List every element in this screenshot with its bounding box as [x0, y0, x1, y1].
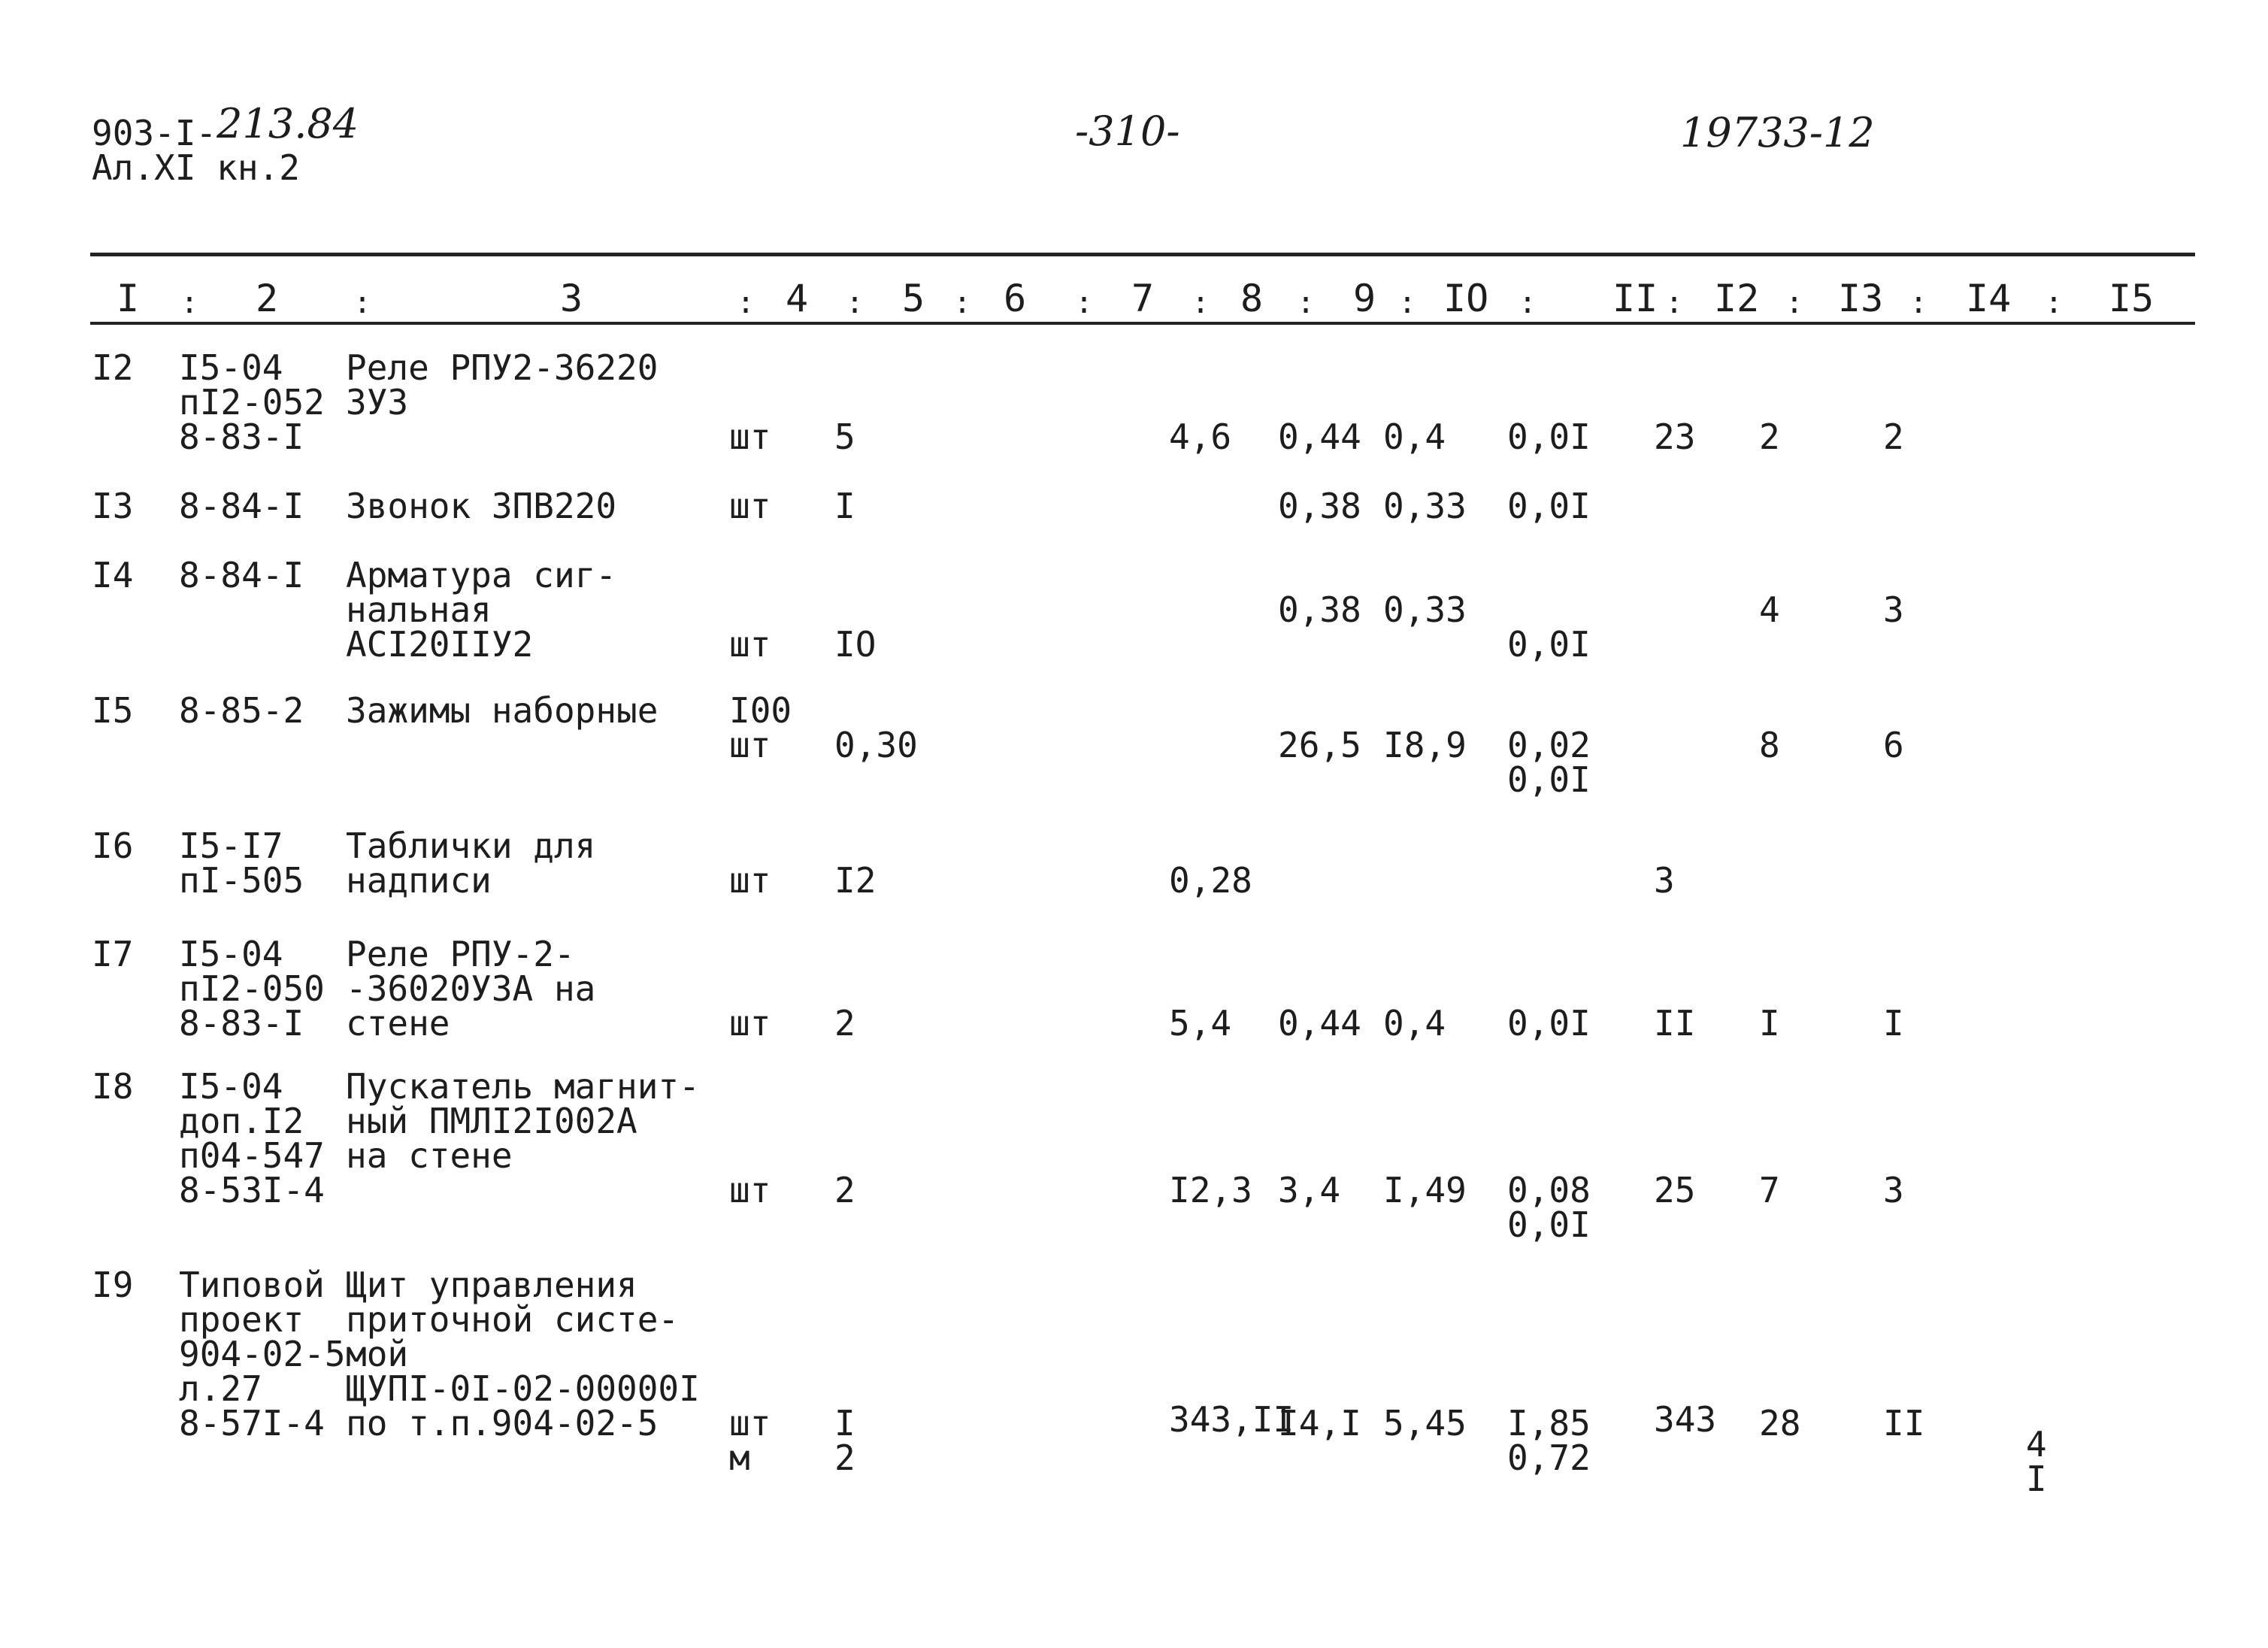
row-col13: [1759, 1003, 1780, 1044]
row-col14-line: 6: [1883, 725, 1904, 765]
row-code-line: пI-505: [179, 860, 304, 901]
row-col14-line: 3: [1883, 589, 1904, 630]
row-col8: [1169, 1399, 1294, 1440]
row-number-line: I5: [92, 690, 134, 731]
row-quantity-line: 2: [834, 1170, 855, 1210]
row-name-line: приточной систе-: [346, 1299, 680, 1340]
column-number-6: 6: [1004, 277, 1027, 320]
table-header-rule: [90, 322, 2195, 325]
row-col14-line: 2: [1883, 417, 1904, 457]
row-col9: [1278, 1170, 1341, 1210]
row-code: [179, 555, 304, 595]
row-col12-line: 23: [1654, 417, 1696, 457]
column-separator: :: [846, 286, 865, 320]
row-col14: [1883, 725, 1904, 765]
row-col10-line: 0,33: [1383, 589, 1467, 630]
column-separator: :: [737, 286, 755, 320]
row-col13-line: 8: [1759, 725, 1780, 765]
row-col9: [1278, 725, 1361, 765]
row-col8-line: 343,II: [1169, 1399, 1294, 1440]
row-col13: [1759, 1403, 1801, 1444]
row-col10-line: I,49: [1383, 1170, 1467, 1210]
row-code: [179, 486, 304, 526]
row-col10: [1383, 1170, 1467, 1210]
row-name: [346, 1066, 700, 1176]
row-code: [179, 347, 325, 457]
column-number-12: I2: [1714, 277, 1760, 320]
row-number-line: I8: [92, 1066, 134, 1107]
row-col11: [1507, 417, 1591, 457]
column-separator: :: [1075, 286, 1094, 320]
column-number-9: 9: [1353, 277, 1376, 320]
column-separator: :: [1297, 286, 1316, 320]
row-col14-line: II: [1883, 1403, 1925, 1444]
row-col14: [1883, 1403, 1925, 1444]
row-code-line: п04-547: [179, 1135, 325, 1176]
row-unit-line: м: [729, 1437, 750, 1478]
row-col10-line: I8,9: [1383, 725, 1467, 765]
row-quantity-line: I: [834, 486, 855, 526]
row-name: [346, 555, 617, 665]
row-quantity: [834, 1403, 855, 1478]
row-col8-line: 0,28: [1169, 860, 1252, 901]
row-unit: [729, 1403, 771, 1478]
row-quantity-line: IO: [834, 624, 877, 665]
row-col11: [1507, 725, 1591, 800]
row-col15-line: 4: [2026, 1423, 2047, 1465]
row-unit-line: шт: [729, 860, 771, 901]
row-col8-line: 5,4: [1169, 1003, 1232, 1044]
row-code-line: I5-I7: [179, 826, 283, 866]
row-unit: [729, 1003, 771, 1044]
row-code: [179, 1265, 346, 1444]
row-col9-line: 0,38: [1278, 589, 1361, 630]
row-unit: [729, 624, 771, 665]
column-number-15: I5: [2109, 277, 2154, 320]
row-col9-line: 0,38: [1278, 486, 1361, 526]
row-quantity: [834, 725, 918, 765]
row-col14-line: I: [1883, 1003, 1904, 1044]
column-number-13: I3: [1838, 277, 1884, 320]
row-col13-line: 28: [1759, 1403, 1801, 1444]
row-unit: [729, 417, 771, 457]
column-separator: :: [1398, 286, 1417, 320]
row-name-line: Таблички для: [346, 826, 596, 866]
row-unit-line: шт: [729, 1170, 771, 1210]
row-number: [92, 555, 134, 595]
row-col11-line: 0,0I: [1507, 624, 1591, 665]
row-col15: [2026, 1423, 2047, 1499]
row-col8: [1169, 860, 1252, 901]
row-col11-line: 0,0I: [1507, 1003, 1591, 1044]
row-name-line: -36020У3А на: [346, 968, 596, 1009]
row-number: [92, 826, 134, 866]
row-quantity: [834, 624, 877, 665]
row-quantity: [834, 860, 877, 901]
row-col9: [1278, 1003, 1361, 1044]
row-col8: [1169, 1003, 1232, 1044]
row-col11-line: 0,0I: [1507, 759, 1591, 800]
row-code-line: пI2-052: [179, 382, 325, 423]
row-col11: [1507, 1403, 1591, 1478]
row-quantity-line: I2: [834, 860, 877, 901]
row-col14: [1883, 1170, 1904, 1210]
row-col10: [1383, 589, 1467, 630]
row-unit-line: I00: [729, 690, 792, 731]
row-col12-line: II: [1654, 1003, 1696, 1044]
column-number-3: 3: [560, 277, 583, 320]
row-name-line: по т.п.904-02-5: [346, 1403, 659, 1444]
row-col11: [1507, 1003, 1591, 1044]
row-unit-line: шт: [729, 725, 771, 765]
row-col9-line: I4,I: [1278, 1403, 1361, 1444]
row-quantity-line: 5: [834, 417, 855, 457]
row-number: [92, 347, 134, 388]
row-col14: [1883, 417, 1904, 457]
row-name-line: Реле РПУ-2-: [346, 934, 575, 974]
row-number: [92, 934, 134, 974]
row-col14: [1883, 589, 1904, 630]
row-col10: [1383, 1003, 1446, 1044]
row-name-line: ный ПМЛI2I002А: [346, 1101, 637, 1141]
row-code-line: 8-53I-4: [179, 1170, 325, 1210]
row-code-line: I5-04: [179, 934, 283, 974]
column-separator: :: [1665, 286, 1684, 320]
row-number-line: I4: [92, 555, 134, 595]
row-number-line: I3: [92, 486, 134, 526]
row-code-line: 8-85-2: [179, 690, 304, 731]
row-name: [346, 934, 596, 1044]
row-unit: [729, 860, 771, 901]
row-name-line: на стене: [346, 1135, 513, 1176]
row-col9: [1278, 417, 1361, 457]
document-code-prefix: 903-I-: [92, 113, 217, 153]
row-col12: [1654, 1003, 1696, 1044]
row-col15-line: I: [2026, 1458, 2047, 1499]
column-number-1: I: [117, 277, 140, 320]
row-code-line: 904-02-5: [179, 1334, 346, 1374]
column-separator: :: [180, 286, 199, 320]
document-code: [92, 100, 359, 153]
column-separator: :: [353, 286, 372, 320]
row-col10-line: 0,4: [1383, 417, 1446, 457]
column-number-10: IO: [1443, 277, 1489, 320]
row-unit-line: шт: [729, 1403, 771, 1444]
row-col10: [1383, 725, 1467, 765]
row-col9-line: 3,4: [1278, 1170, 1341, 1210]
row-code-line: 8-57I-4: [179, 1403, 325, 1444]
row-col11-line: 0,08: [1507, 1170, 1591, 1210]
row-col9: [1278, 589, 1361, 630]
row-name: [346, 1265, 700, 1444]
row-col10-line: 0,33: [1383, 486, 1467, 526]
row-col13: [1759, 725, 1780, 765]
row-col11: [1507, 624, 1591, 665]
row-col9-line: 0,44: [1278, 417, 1361, 457]
row-col9: [1278, 486, 1361, 526]
row-col11-line: 0,0I: [1507, 486, 1591, 526]
row-unit-line: шт: [729, 486, 771, 526]
row-number: [92, 1066, 134, 1107]
column-separator: :: [2045, 286, 2064, 320]
row-name-line: Щит управления: [346, 1265, 637, 1305]
row-col8: [1169, 417, 1232, 457]
row-unit-line: шт: [729, 624, 771, 665]
row-col12-line: 343: [1654, 1399, 1717, 1440]
row-code-line: I5-04: [179, 1066, 283, 1107]
row-quantity: [834, 1170, 855, 1210]
row-name: [346, 347, 659, 423]
row-col13: [1759, 1170, 1780, 1210]
row-col9-line: 0,44: [1278, 1003, 1361, 1044]
row-col11-line: 0,72: [1507, 1437, 1591, 1478]
row-code-line: 8-84-I: [179, 555, 304, 595]
row-number-line: I7: [92, 934, 134, 974]
row-code-line: доп.I2: [179, 1101, 304, 1141]
row-col12-line: 3: [1654, 860, 1675, 901]
row-quantity: [834, 486, 855, 526]
row-quantity-line: 2: [834, 1003, 855, 1044]
row-name-line: нальная: [346, 589, 492, 630]
row-code-line: пI2-050: [179, 968, 325, 1009]
row-name-line: Реле РПУ2-36220: [346, 347, 659, 388]
row-col9: [1278, 1403, 1361, 1444]
album-label: Ал.XI кн.2: [92, 147, 300, 188]
row-col8: [1169, 1170, 1252, 1210]
row-col13-line: 2: [1759, 417, 1780, 457]
column-separator: :: [1909, 286, 1928, 320]
table-top-rule: [90, 253, 2195, 256]
row-name-line: АСI20IIУ2: [346, 624, 534, 665]
row-col12: [1654, 1399, 1717, 1440]
row-col12: [1654, 860, 1675, 901]
row-col13: [1759, 589, 1780, 630]
column-separator: :: [953, 286, 972, 320]
row-col8-line: I2,3: [1169, 1170, 1252, 1210]
row-col11-line: 0,0I: [1507, 1204, 1591, 1245]
row-unit: [729, 690, 792, 765]
row-code: [179, 826, 304, 901]
row-name: [346, 690, 659, 731]
row-code: [179, 1066, 325, 1210]
row-name-line: ЩУПI-0I-02-00000I: [346, 1368, 700, 1409]
archive-number: 19733-12: [1680, 109, 1875, 156]
column-separator: :: [1785, 286, 1804, 320]
row-col13-line: 7: [1759, 1170, 1780, 1210]
column-number-8: 8: [1240, 277, 1264, 320]
row-code-line: проект: [179, 1299, 304, 1340]
row-col10: [1383, 417, 1446, 457]
row-col14-line: 3: [1883, 1170, 1904, 1210]
row-col12-line: 25: [1654, 1170, 1696, 1210]
row-col9-line: 26,5: [1278, 725, 1361, 765]
row-code-line: 8-84-I: [179, 486, 304, 526]
row-col12: [1654, 1170, 1696, 1210]
row-code-line: л.27: [179, 1368, 262, 1409]
row-unit: [729, 486, 771, 526]
row-name: [346, 826, 596, 901]
row-code-line: I5-04: [179, 347, 283, 388]
row-quantity-line: 2: [834, 1437, 855, 1478]
row-number-line: I2: [92, 347, 134, 388]
row-name-line: 3У3: [346, 382, 409, 423]
row-number: [92, 1265, 134, 1305]
column-number-2: 2: [256, 277, 279, 320]
row-name: [346, 486, 617, 526]
column-separator: :: [1519, 286, 1537, 320]
row-col11-line: 0,02: [1507, 725, 1591, 765]
row-col8-line: 4,6: [1169, 417, 1232, 457]
row-quantity-line: I: [834, 1403, 855, 1444]
column-number-11: II: [1612, 277, 1658, 320]
row-code-line: 8-83-I: [179, 417, 304, 457]
row-quantity: [834, 1003, 855, 1044]
row-col12: [1654, 417, 1696, 457]
row-unit-line: шт: [729, 417, 771, 457]
row-name-line: мой: [346, 1334, 409, 1374]
row-name-line: Пускатель магнит-: [346, 1066, 700, 1107]
row-number: [92, 690, 134, 731]
row-unit: [729, 1170, 771, 1210]
row-name-line: надписи: [346, 860, 492, 901]
row-number: [92, 486, 134, 526]
row-code-line: Типовой: [179, 1265, 325, 1305]
row-col10: [1383, 1403, 1467, 1444]
row-name-line: стене: [346, 1003, 450, 1044]
row-col13: [1759, 417, 1780, 457]
row-unit-line: шт: [729, 1003, 771, 1044]
row-number-line: I9: [92, 1265, 134, 1305]
row-col13-line: 4: [1759, 589, 1780, 630]
row-col11: [1507, 486, 1591, 526]
row-quantity: [834, 417, 855, 457]
row-name-line: Зажимы наборные: [346, 690, 659, 731]
column-number-4: 4: [786, 277, 809, 320]
row-col10: [1383, 486, 1467, 526]
document-code-handwritten: 213.84: [217, 100, 359, 147]
row-col14: [1883, 1003, 1904, 1044]
row-code-line: 8-83-I: [179, 1003, 304, 1044]
row-col11: [1507, 1170, 1591, 1245]
page-number: -310-: [1075, 108, 1180, 155]
row-name-line: Арматура сиг-: [346, 555, 617, 595]
row-col11-line: 0,0I: [1507, 417, 1591, 457]
column-number-14: I4: [1966, 277, 2012, 320]
row-code: [179, 934, 325, 1044]
row-col10-line: 0,4: [1383, 1003, 1446, 1044]
column-separator: :: [1192, 286, 1210, 320]
column-number-7: 7: [1131, 277, 1155, 320]
row-quantity-line: 0,30: [834, 725, 918, 765]
row-number-line: I6: [92, 826, 134, 866]
row-col11-line: I,85: [1507, 1403, 1591, 1444]
row-col13-line: I: [1759, 1003, 1780, 1044]
column-number-5: 5: [902, 277, 925, 320]
row-name-line: Звонок ЗПВ220: [346, 486, 617, 526]
row-code: [179, 690, 304, 731]
row-col10-line: 5,45: [1383, 1403, 1467, 1444]
